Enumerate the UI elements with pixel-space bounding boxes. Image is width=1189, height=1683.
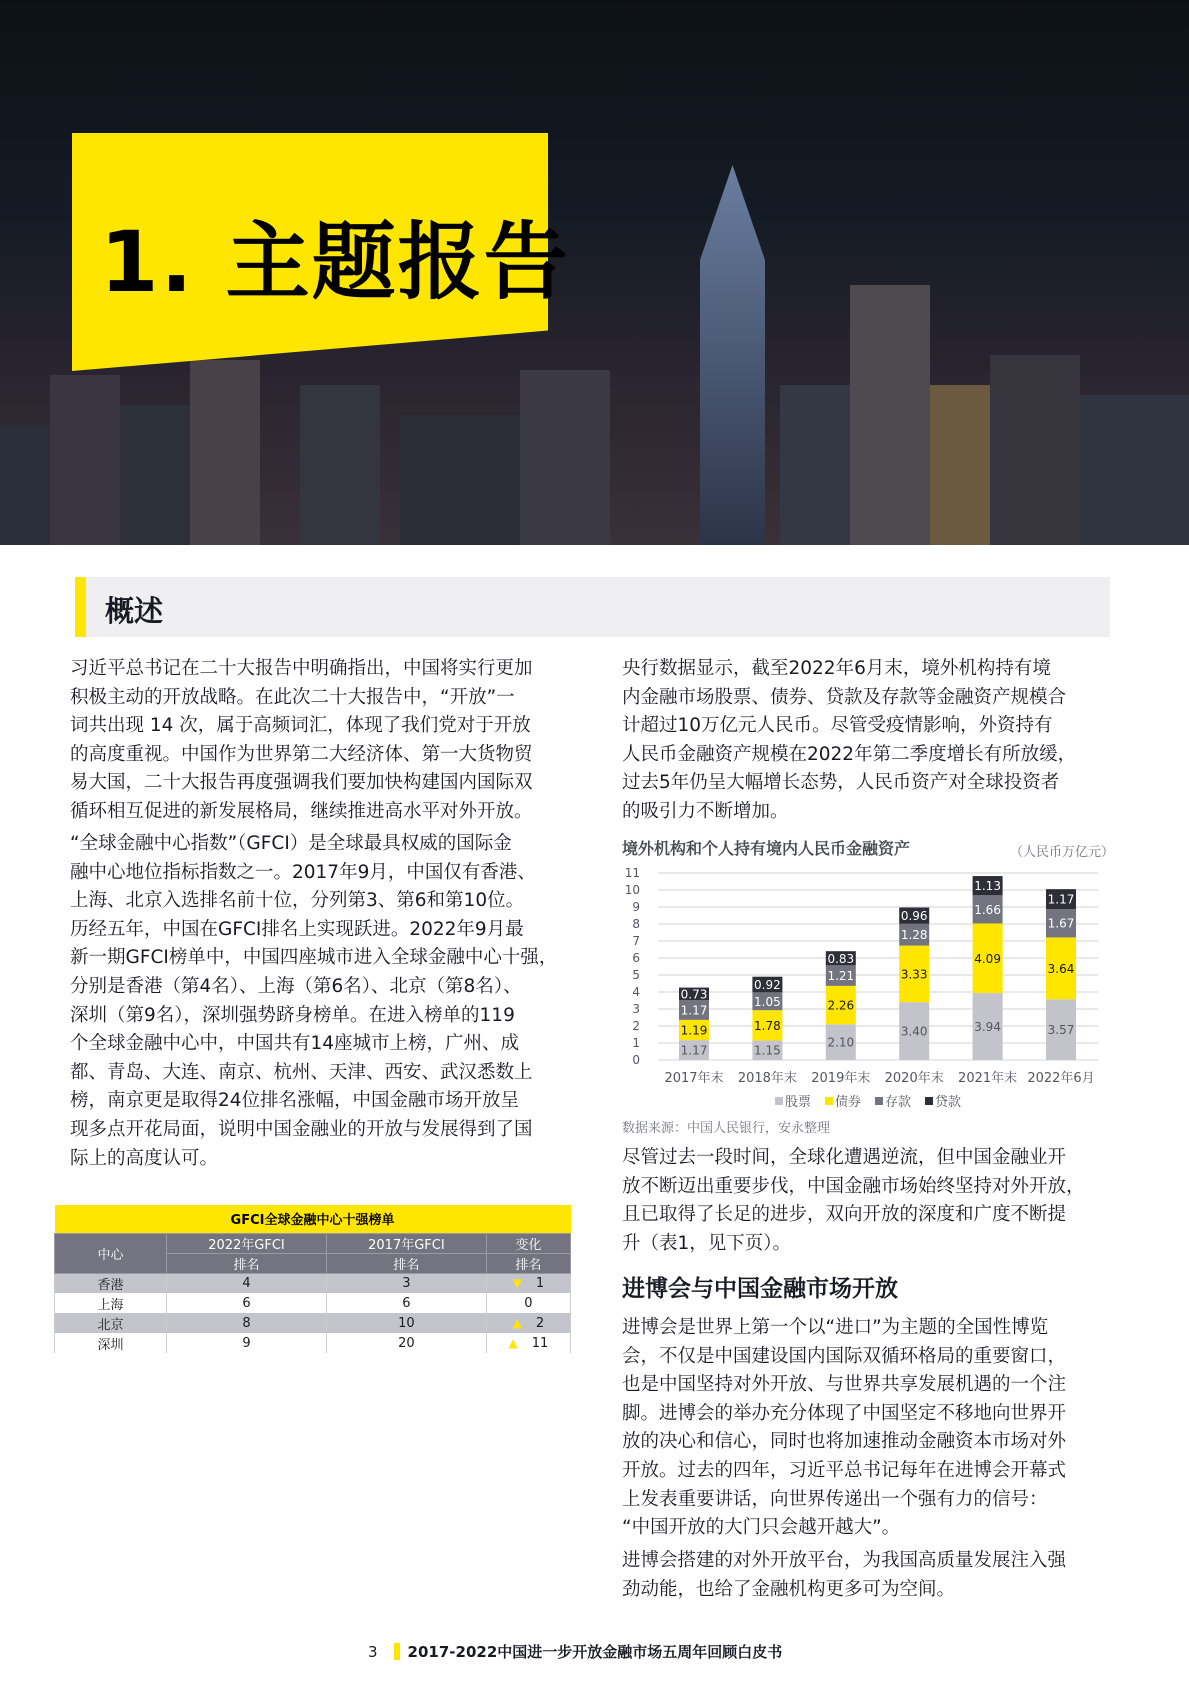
subheader-rank: 排名: [326, 1253, 486, 1273]
y-tick-label: 7: [632, 934, 640, 948]
chart-source: 数据来源：中国人民银行，安永整理: [622, 1121, 831, 1136]
document-title: 2017-2022中国进一步开放金融市场五周年回顾白皮书: [407, 1643, 783, 1661]
cell-city: 北京: [55, 1313, 167, 1333]
cell-rank-2017: 6: [326, 1293, 486, 1313]
cell-rank-2022: 6: [167, 1293, 327, 1313]
header-change: 变化: [486, 1233, 570, 1253]
page-number: 3: [368, 1642, 378, 1661]
text-line: 现多点开花局面，说明中国金融业的开放与发展得到了国: [70, 1118, 533, 1140]
data-label: 1.19: [680, 1023, 708, 1038]
right-paragraph-3: [622, 1314, 1066, 1543]
text-line: 进博会搭建的对外开放平台，为我国高质量发展注入强: [622, 1550, 1067, 1571]
text-line: 都、青岛、大连、南京、杭州、天津、西安、武汉悉数上: [70, 1061, 533, 1083]
text-line: 易大国，二十大报告再度强调我们要加快构建国内国际双: [70, 772, 533, 794]
text-line: 新一期GFCI榜单中，中国四座城市进入全球金融中心十强，: [70, 947, 558, 969]
text-line: 计超过10万亿元人民币。尽管受疫情影响，外资持有: [622, 715, 1053, 737]
text-line: “中国开放的大门只会越开越大”。: [622, 1517, 901, 1539]
y-tick-label: 1: [632, 1036, 640, 1050]
up-triangle-icon: ▲: [508, 1335, 518, 1350]
table-title: GFCI全球金融中心十强榜单: [55, 1205, 571, 1233]
y-tick-label: 5: [632, 968, 640, 982]
data-label: 2.26: [827, 998, 855, 1013]
cell-rank-2022: 4: [167, 1273, 327, 1293]
y-tick-label: 2: [632, 1019, 640, 1033]
data-label: 1.28: [900, 928, 928, 943]
legend-label: 债券: [835, 1095, 862, 1110]
cell-rank-2017: 10: [326, 1313, 486, 1333]
x-tick-label: 2020年末: [884, 1071, 944, 1086]
chart-unit: （人民币万亿元）: [1010, 845, 1115, 860]
x-tick-label: 2019年末: [811, 1071, 871, 1086]
data-label: 0.92: [754, 978, 781, 993]
data-label: 0.73: [680, 987, 708, 1002]
page-footer: [368, 1641, 782, 1662]
text-line: 习近平总书记在二十大报告中明确指出，中国将实行更加: [70, 658, 533, 679]
text-line: 际上的高度认可。: [70, 1147, 219, 1169]
y-tick-label: 8: [632, 917, 640, 931]
legend-swatch: [925, 1097, 933, 1105]
cell-rank-2022: 8: [167, 1313, 327, 1333]
table-row: [55, 1273, 571, 1293]
y-tick-label: 9: [632, 900, 640, 914]
data-label: 1.17: [680, 1043, 708, 1058]
left-paragraph-2: [70, 830, 557, 1173]
table-row: [55, 1293, 571, 1313]
data-label: 1.15: [754, 1043, 781, 1058]
text-line: 上发表重要讲话，向世界传递出一个强有力的信号：: [622, 1488, 1048, 1510]
text-line: 的吸引力不断增加。: [622, 800, 789, 822]
text-line: 历经五年，中国在GFCI排名上实现跃进。2022年9月最: [70, 918, 524, 940]
text-line: 过去5年仍呈大幅增长态势，人民币资产对全球投资者: [622, 772, 1060, 794]
cell-rank-2017: 20: [326, 1333, 486, 1353]
text-line: 开放。过去的四年，习近平总书记每年在进博会开幕式: [622, 1459, 1067, 1481]
text-line: 脚。进博会的举办充分体现了中国坚定不移地向世界开: [622, 1402, 1067, 1424]
text-line: “全球金融中心指数”（GFCI）是全球最具权威的国际金: [70, 833, 512, 854]
chapter-title: 1. 主题报告: [100, 213, 570, 311]
y-tick-label: 6: [632, 951, 640, 965]
data-label: 3.94: [974, 1020, 1001, 1035]
change-value: 11: [531, 1335, 549, 1351]
data-label: 1.21: [827, 969, 855, 984]
data-label: 3.57: [1047, 1023, 1075, 1038]
text-line: 积极主动的开放战略。在此次二十大报告中，“开放”一: [70, 686, 515, 708]
y-tick-label: 0: [632, 1053, 640, 1067]
text-line: 榜，南京更是取得24位排名涨幅，中国金融市场开放呈: [70, 1090, 520, 1112]
cell-city: 香港: [55, 1273, 167, 1293]
text-line: 词共出现 14 次，属于高频词汇，体现了我们党对于开放: [70, 715, 531, 737]
data-label: 1.17: [680, 1003, 708, 1018]
change-value: 2: [535, 1315, 545, 1331]
cell-city: 深圳: [55, 1333, 167, 1353]
table-row: [55, 1333, 571, 1353]
cell-city: 上海: [55, 1293, 167, 1313]
right-paragraph-1: [622, 655, 1076, 827]
legend-label: 股票: [785, 1095, 812, 1110]
y-tick-label: 10: [624, 883, 640, 897]
change-value: 0: [524, 1295, 533, 1311]
up-triangle-icon: ▲: [512, 1315, 522, 1330]
text-line: 升（表1，见下页）。: [622, 1232, 792, 1254]
data-label: 1.17: [1047, 892, 1075, 907]
data-label: 4.09: [974, 951, 1001, 966]
x-tick-label: 2018年末: [737, 1071, 797, 1086]
y-tick-label: 4: [632, 985, 640, 999]
header-2017: 2017年GFCI: [326, 1233, 486, 1253]
x-tick-label: 2017年末: [664, 1071, 724, 1086]
data-label: 1.66: [974, 902, 1001, 917]
y-tick-label: 3: [632, 1002, 640, 1016]
hero-banner: [0, 0, 1189, 545]
text-line: 尽管过去一段时间，全球化遭遇逆流，但中国金融业开: [622, 1147, 1067, 1168]
change-value: 1: [535, 1275, 545, 1291]
data-label: 1.13: [974, 879, 1001, 894]
cell-change: [486, 1313, 570, 1333]
text-line: 也是中国坚持对外开放、与世界共享发展机遇的一个注: [622, 1374, 1067, 1396]
header-center: 中心: [55, 1233, 167, 1273]
data-label: 3.40: [900, 1024, 928, 1039]
text-line: 人民币金融资产规模在2022年第二季度增长有所放缓，: [622, 743, 1077, 765]
text-line: 央行数据显示，截至2022年6月末，境外机构持有境: [622, 658, 1051, 679]
text-line: 的高度重视。中国作为世界第二大经济体、第一大货物贸: [70, 743, 533, 765]
section-accent-bar: [75, 577, 86, 637]
text-line: 劲动能，也给了金融机构更多可为空间。: [622, 1578, 956, 1600]
data-label: 2.10: [827, 1035, 855, 1050]
data-label: 0.83: [827, 951, 855, 966]
legend-label: 存款: [885, 1095, 912, 1110]
text-line: 进博会是世界上第一个以“进口”为主题的全国性博览: [622, 1317, 1049, 1338]
cell-rank-2017: 3: [326, 1273, 486, 1293]
section-header: [75, 577, 1110, 637]
right-paragraph-4: [622, 1547, 1066, 1604]
x-tick-label: 2021年末: [958, 1071, 1018, 1086]
data-label: 3.33: [900, 967, 928, 982]
y-tick-label: 11: [624, 866, 640, 880]
cell-rank-2022: 9: [167, 1333, 327, 1353]
table-row: [55, 1313, 571, 1333]
text-line: 放不断迈出重要步伐，中国金融市场始终坚持对外开放，: [622, 1175, 1085, 1197]
cell-change: [486, 1293, 570, 1313]
left-paragraph-1: [70, 655, 533, 827]
x-tick-label: 2022年6月: [1027, 1071, 1095, 1086]
text-line: 上海、北京入选排名前十位，分列第3、第6和第10位。: [70, 890, 525, 912]
text-line: 放的决心和信心，同时也将加速推动金融资本市场对外: [622, 1431, 1067, 1453]
data-label: 1.05: [754, 994, 781, 1009]
cell-change: [486, 1333, 570, 1353]
text-line: 分别是香港（第4名）、上海（第6名）、北京（第8名）、: [70, 975, 522, 997]
legend-label: 贷款: [935, 1095, 962, 1110]
footer-accent-bar: [394, 1643, 400, 1660]
legend-swatch: [825, 1097, 833, 1105]
stacked-bar-chart: [610, 860, 1110, 1115]
text-line: 内金融市场股票、债券、贷款及存款等金融资产规模合: [622, 686, 1067, 708]
text-line: 深圳（第9名），深圳强势跻身榜单。在进入榜单的119: [70, 1004, 515, 1026]
data-label: 0.96: [900, 909, 928, 924]
chart-title: 境外机构和个人持有境内人民币金融资产: [622, 839, 911, 858]
subheader-rank: 排名: [167, 1253, 327, 1273]
data-label: 1.78: [754, 1018, 781, 1033]
subheader-rank: 排名: [486, 1253, 570, 1273]
cell-change: [486, 1273, 570, 1293]
text-line: 循环相互促进的新发展格局，继续推进高水平对外开放。: [70, 800, 533, 822]
text-line: 且已取得了长足的进步，双向开放的深度和广度不断提: [622, 1204, 1067, 1226]
subheading: 进博会与中国金融市场开放: [622, 1276, 898, 1302]
text-line: 会，不仅是中国建设国内国际双循环格局的重要窗口，: [622, 1345, 1067, 1367]
data-label: 3.64: [1047, 961, 1075, 976]
legend-swatch: [775, 1097, 783, 1105]
text-line: 个全球金融中心中，中国共有14座城市上榜，广州、成: [70, 1033, 520, 1055]
legend-swatch: [875, 1097, 883, 1105]
down-triangle-icon: ▼: [512, 1275, 522, 1290]
section-title: 概述: [105, 594, 164, 628]
right-paragraph-2: [622, 1144, 1085, 1258]
gfci-ranking-table: [54, 1205, 571, 1353]
data-label: 1.67: [1047, 916, 1075, 931]
text-line: 融中心地位指标指数之一。2017年9月，中国仅有香港、: [70, 861, 536, 883]
header-2022: 2022年GFCI: [167, 1233, 327, 1253]
